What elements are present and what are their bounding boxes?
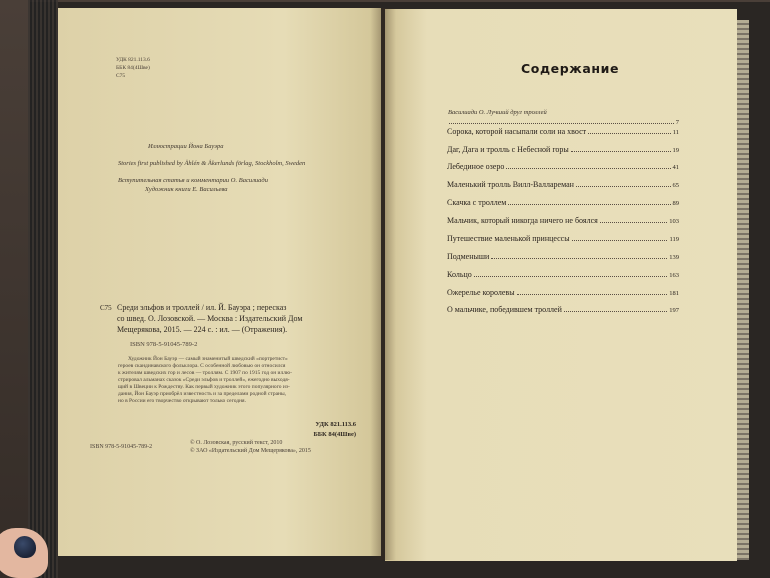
page-edges bbox=[737, 20, 749, 560]
painted-nail bbox=[14, 536, 36, 558]
copyright-1: © О. Лозовская, русский текст, 2010 bbox=[190, 440, 283, 446]
toc-item: Ожерелье королевы 181 bbox=[447, 288, 679, 297]
udk-bold-1: УДК 821.113.6 bbox=[315, 421, 356, 428]
annotation-2: героев скандинавского фольклора. С особенной любовью он относился bbox=[118, 363, 286, 369]
toc-intro-page-row bbox=[447, 119, 679, 126]
toc-item: Путешествие маленькой принцессы 119 bbox=[447, 234, 679, 243]
udk-small-1: УДК 821.113.6 bbox=[116, 57, 150, 63]
right-page bbox=[385, 9, 737, 561]
toc-item: Скачка с троллем 89 bbox=[447, 198, 679, 207]
udk-bold-2: ББК 84(4Шве) bbox=[313, 431, 356, 438]
page-title: Содержание bbox=[521, 61, 620, 76]
toc-item: О мальчике, победившем троллей 197 bbox=[447, 305, 679, 314]
biblio-line-3: Мещерякова, 2015. — 224 с. : ил. — (Отражения). bbox=[117, 325, 288, 334]
udk-small-3: С75 bbox=[116, 73, 126, 79]
toc-item: Мальчик, который никогда ничего не боялся 103 bbox=[447, 216, 679, 225]
toc-item: Сорока, которой насыпали соли на хвост 11 bbox=[447, 127, 679, 136]
udk-small-2: ББК 84(4Шве) bbox=[116, 65, 150, 71]
toc-intro-page: 7 bbox=[675, 119, 679, 126]
annotation-3: к жителям шведских гор и лесов — троллям. С 1907 по 1915 год он иллю- bbox=[118, 370, 292, 376]
annotation-7: но в России его творчество открывают только сегодня. bbox=[118, 398, 246, 404]
toc-item: Даг, Дага и тролль с Небесной горы 19 bbox=[447, 145, 679, 154]
biblio-code: С75 bbox=[100, 304, 112, 312]
biblio-line-2: со швед. О. Лозовской. — Москва : Издательский Дом bbox=[117, 314, 303, 323]
isbn-main: ISBN 978-5-91045-789-2 bbox=[130, 341, 198, 348]
biblio-line-1: Среди эльфов и троллей / ил. Й. Бауэра ; пересказ bbox=[117, 303, 287, 312]
cover-edge bbox=[28, 0, 58, 578]
first-published-credit: Stories first published by Åhlén & Åkerlunds förlag, Stockholm, Sweden bbox=[118, 160, 306, 167]
annotation-6: дания, Йон Бауэр приобрёл известность и за пределами родной страны, bbox=[118, 391, 287, 397]
toc-intro: Василиади О. Лучший друг троллей bbox=[448, 109, 547, 116]
copyright-2: © ЗАО «Издательский Дом Мещерякова», 2015 bbox=[190, 448, 311, 454]
isbn-footer: ISBN 978-5-91045-789-2 bbox=[90, 444, 153, 450]
designer-credit: Художник книги Е. Васильева bbox=[145, 186, 228, 193]
toc-item: Подменыши 139 bbox=[447, 252, 679, 261]
toc-item: Маленький тролль Вилл-Валлареман 65 bbox=[447, 180, 679, 189]
annotation-5: щий в Швеции к Рождеству. Как первый художник этого популярного из- bbox=[118, 384, 290, 390]
left-page bbox=[58, 8, 381, 556]
book-spine bbox=[370, 8, 396, 560]
illustrations-credit: Иллюстрации Йона Бауэра bbox=[148, 143, 224, 150]
toc-item: Кольцо 163 bbox=[447, 270, 679, 279]
article-credit: Вступительная статья и комментарии О. Василиади bbox=[118, 177, 268, 184]
annotation-1: Художник Йон Бауэр — самый знаменитый шведский «портретист» bbox=[128, 356, 288, 362]
toc-item: Лебединое озеро 41 bbox=[447, 162, 679, 171]
annotation-4: стрировал альманах сказок «Среди эльфов и троллей», ежегодно выходя- bbox=[118, 377, 290, 383]
